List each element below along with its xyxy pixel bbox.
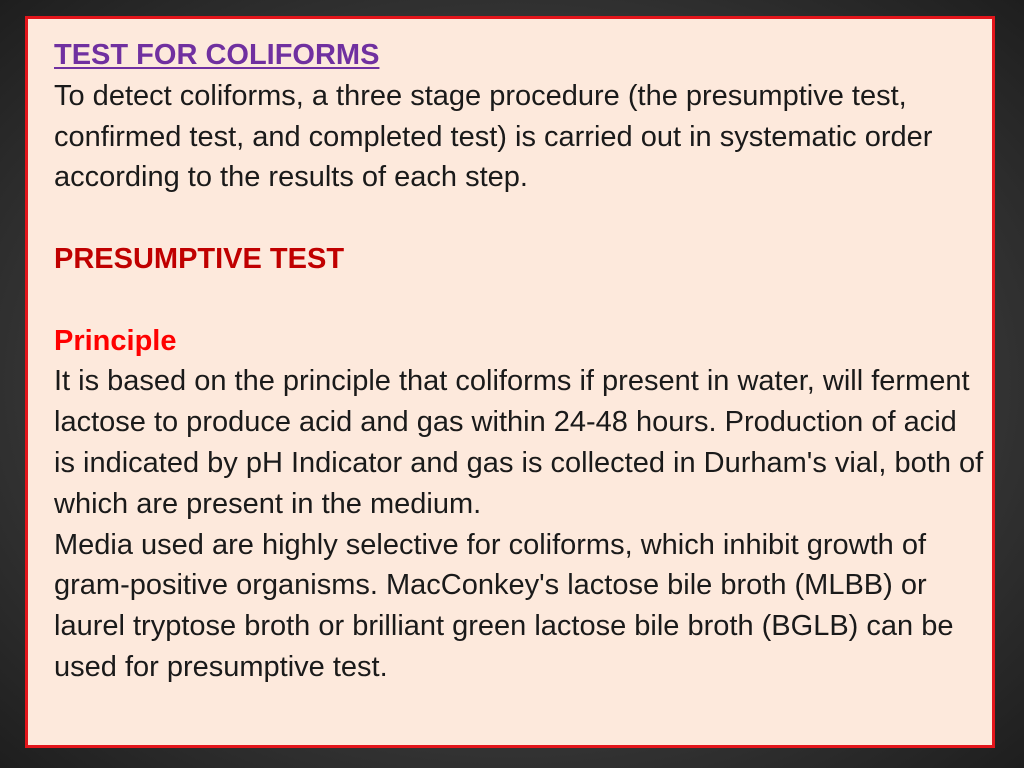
slide-content (54, 35, 984, 688)
slide-panel (25, 16, 995, 748)
principle-paragraph-2: Media used are highly selective for coliforms, which inhibit growth of gram-positive organisms. MacConkey's lactose bile broth (MLBB) or laurel tryptose broth or brilliant green lactose bile broth (BGLB) can be used for presumptive test. (54, 528, 954, 683)
slide-title: TEST FOR COLIFORMS (54, 39, 380, 71)
spacer (54, 280, 984, 321)
principle-heading: Principle (54, 324, 177, 357)
principle-paragraph-1: It is based on the principle that coliforms if present in water, will ferment lactose to produce acid and gas within 24-48 hours. Production of acid is indicated by pH Indicator and gas is collected in Durham's vial, both of which are present in the medium. (54, 365, 984, 520)
spacer (54, 198, 984, 239)
section-heading: PRESUMPTIVE TEST (54, 242, 345, 275)
intro-paragraph: To detect coliforms, a three stage procedure (the presumptive test, confirmed test, and completed test) is carried out in systematic order according to the results of each step. (54, 79, 933, 194)
